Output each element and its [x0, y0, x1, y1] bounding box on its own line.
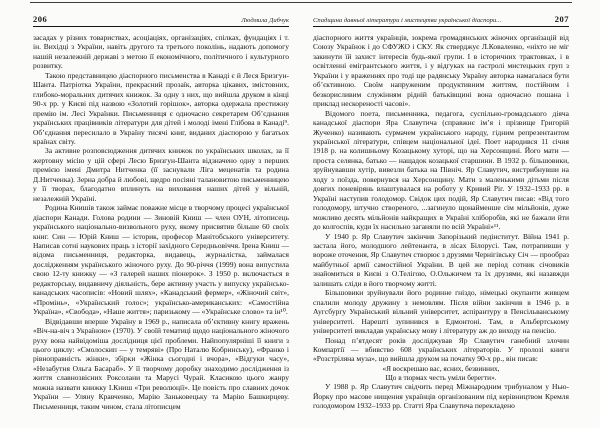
verse-quote: [313, 364, 569, 383]
paragraph: Понад п’ятдесят років досліджував Яр Славутич ганебний злочин Компартії — вбивство 608 українських літераторів. У пролозі книги «Розстріляна муза», що вийшла друком на початку 90-х рр., він писав:: [313, 335, 569, 364]
right-page-body: [313, 33, 569, 421]
left-page-number: 206: [33, 14, 48, 24]
page-top-edge: [30, 2, 572, 3]
right-page-header: [313, 14, 569, 27]
left-running-head: Людмила Дибчук: [241, 17, 289, 24]
right-running-head: Спадщина давньої літератури і мистецтва української діаспори...: [313, 17, 502, 24]
paragraph: За активне розповсюдження дитячих книжок по українських школах, за її жертовну місію у цій сфері Лесю Бризгун-Шанта відзначено одну з перших премією імені Дмитра Нитченка (її заснували Ліга меценатів та родина Д.Нитченка). Зерна добра й любові, щедро посіяні талановитою письменницею у її творах, благодатно вплинуть на виховання наших дітей у вільній, незалежній Україні.: [33, 146, 289, 203]
left-page-body: [33, 33, 289, 421]
right-page-number: 207: [554, 14, 569, 24]
paragraph: Відвідавши вперше Україну в 1969 р., написала об’єктивну книгу вражень «Віч-на-віч з Україною» (1970). У своїй тематиці щодо національного жіночого руху вона найвідоміша дослідниця цієї проблеми. Найпопулярніші її книги з цього циклу: «Смолоскип — у темряві» (Про Наталю Кобринську), «Франко і рівноправність жінки», збірки «Жінка сьогодні і вчора», «Відгуки часу», «Незабутня Ольга Басараб». У її творчому доробку знаходимо дослідження із життя славнозвісних Роксолани та Марусі Чурай. Класикою цього жанру можна назвати книжку І.Книш «Три революції». Це повість про славних дочок України — Уляну Кравченко, Марію Заньковецьку та Марію Башкирцеву. Письменниця, таким чином, стала літописцем: [33, 316, 289, 411]
paragraph: У 1940 р. Яр Славутич закінчив Запорізький педінститут. Війна 1941 р. застала його, молодшого лейтенанта, в лісах Білорусі. Там, потрапивши у вороже оточення, Яр Славутич створює з друзями Чернігівську Січ — прообраз майбутньої армії самостійної України. В цей же період сотник січовиків знайомиться в Києві з О.Телігою, О.Ольжичем та їх друзями, які назавжди залишать сліди в його творчому житті.: [313, 231, 569, 288]
verse-line: «Я воскрешаю вас, ясних, безвинних,: [382, 363, 500, 373]
paragraph: діаспорного життя українців, зокрема громадянських жіночих організацій від Союзу Українок і до СФУЖО і СКУ. Як стверджує Л.Коваленко, «ніхто не міг закинути їй захист інтересів будь-якої групи. І в історичних трактовках, і в освітленні емігрантського життя, і у відгуках на гастролі мистецьких груп з України і у враженнях про тоді ще радянську Україну авторка намагалася бути об’єктивною. Своїм напруженим продуктивним життям, постійним і безкорисливим служінням рідній батьківщині вона одночасно пошана і приклад нескореності часові».: [313, 33, 569, 109]
left-page-header: [33, 14, 289, 27]
page-right: [313, 14, 569, 421]
paragraph: У 1988 р. Яр Славутич свідчить перед Міжнародним трибуналом у Нью-Йорку про масове нищення українців організованим під керівництвом Кремля голодомором 1932–1933 рр. Статті Яра Славутича перекладено: [313, 382, 569, 411]
verse-line: Що в тюрмах честь уміли берегти».: [385, 373, 497, 383]
paragraph: Родина Книшів також займає поважне місце в творчому процесі української діаспори Канади. Голова родини — Зиновій Книш — член ОУН, літописець українського національно-визвольного руху, якому присвятив більше 60 своїх книг. Син — Юрій Книш — історик, професор Манітобського університету. Написав сотні наукових праць з історії західного Середньовіччя. Ірена Книш — відома письменниця, редакторка, видавець, журналістка, займалася дослідженням українського жіночого руху. До 90-річчя (1999) вона випустила свою 12-ту книжку — «З галерей наших піонерок». З 1950 р. включається в редакторську, видавничу діяльність, бере активну участь у випуску українсько-канадських часописів: «Новий шлях», «Канадський фермер», «Жіночий світ», «Промінь», «Український голос»; українсько-американських: «Самостійна Україна», «Свобода», «Наше життя»; паризькому — «Українське слово» та ін¹⁰.: [33, 203, 289, 317]
paragraph: Відомого поета, письменника, педагога, суспільно-громадського діяча канадської діаспори Яра Славутича (справжнє ім’я і прізвище Григорій Жученко) називають сурмачем українського народу, гідним репрезентантом української літератури, співцем національної ідеї. Поет народився 11 січня 1918 р. на колишньому Козацькому хуторі, що на Херсонщині. Його мати — проста селянка, батько — нащадок козацької старшини. В 1932 р. більшовики, зруйнувавши хутір, вивезли батька на Північ. Яр Славутич, вистрибнувши на ходу з поїзда, повернувся на Херсонщину. Мати з маленькими дітьми після довгих поневірянь влаштувалася на роботу у Кривий Ріг. У 1932–1933 рр. в Україні наступив голодомор. Свідок цих подій, Яр Славутич писав: «Від того голодомору, штучно створеного, ...загинуло щонайменше сім мільйонів, дуже можливо десять мільйонів найкращих в Україні хліборобів, які не бажали йти до колгоспів, куди їх насильно заганяли по всій Україні»¹¹.: [313, 108, 569, 232]
paragraph: засадах у різних товариствах, асоціаціях, організаціях, спілках, фундаціях і т. ін. Вихідці з України, навіть другого та третього поколінь, надають допомогу нашій незалежній державі з метою її економічного, політичного і культурного розвитку.: [33, 33, 289, 71]
paragraph: Більшовики зруйнували його родинне гніздо, німецькі окупанти живцем спалили молоду дружину з немовлям. Після війни закінчив в 1946 р. в Аугсбургу Український вільний університет, аспірантуру в Пенсільванському університеті. Нарешті зупинився в Едмонтоні. Там, в Альбертському університеті викладав українську мову і літературу аж до виходу на пенсію.: [313, 288, 569, 336]
paragraph: Такою представницею діаспорного письменства в Канаді є й Леся Бризгун-Шанта. Патріотка України, прекрасний прозаїк, авторка цікавих, змістовних, глибоко-моральних дитячих книжок. За одну з них, що вийшла друком в кінці 90-х рр. у Києві під назвою «Золотий горішок», авторка одержала престижну премію ім. Лесі Українки. Письменниця є одночасно секретарем Об’єднання українських працівників літератури для дітей і молоді імені Глібова в Канаді⁹. Об’єднання пересилало в Україну тисячі книг, виданих діаспорою у багатьох країнах світу.: [33, 70, 289, 146]
page-left: [33, 14, 289, 421]
